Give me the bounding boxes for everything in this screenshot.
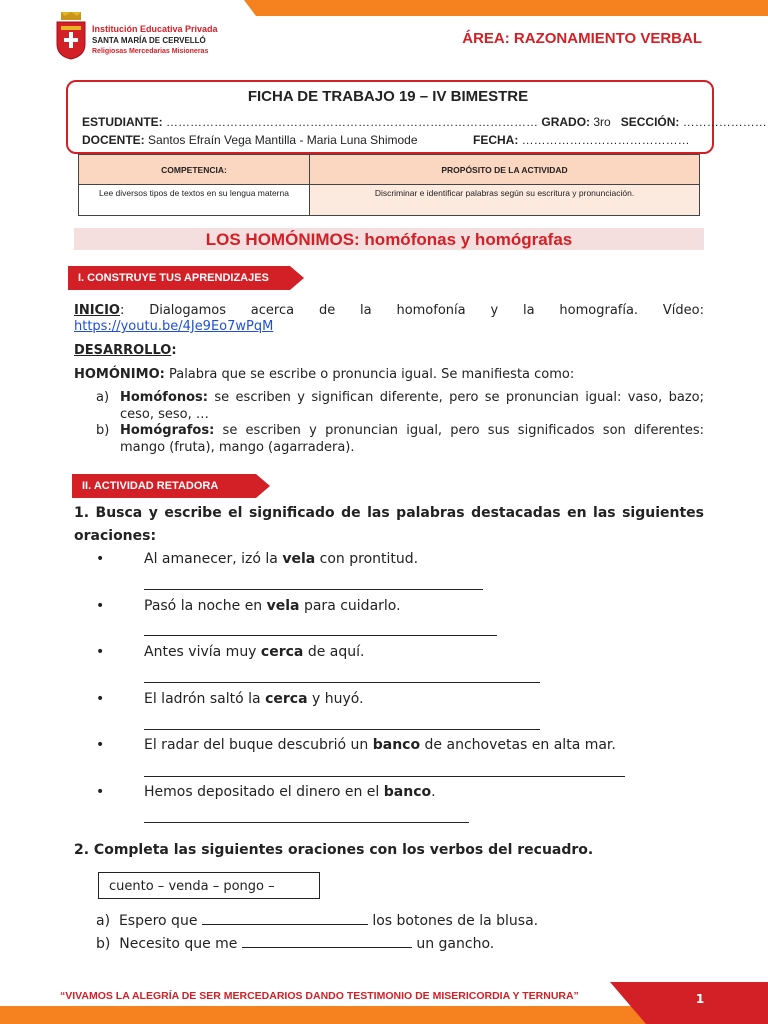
fecha-line [473,133,690,147]
verb-box: cuento – venda – pongo – [98,872,320,899]
section2-ribbon [72,474,256,498]
top-orange-bar [256,0,768,16]
answer-blank-5[interactable] [144,776,625,777]
question-1-line2: oraciones: [74,528,157,544]
estudiante-field[interactable]: ………………………………………………………………………………… [166,115,539,129]
fill-marker: a) [96,913,111,929]
fill-blank-b[interactable] [242,947,412,948]
fecha-label: FECHA: [473,133,519,147]
desarrollo-line: DESARROLLO: [74,343,177,358]
main-title: LOS HOMÓNIMOS: homófonas y homógrafas [74,228,704,250]
header-proposito: PROPÓSITO DE LA ACTIVIDAD [310,155,700,185]
inicio-label: INICIO [74,303,120,318]
page-number-shape [610,982,768,1024]
homonimo-label: HOMÓNIMO: [74,367,165,382]
ficha-title: FICHA DE TRABAJO 19 – IV BIMESTRE [247,88,529,105]
grado-value: 3ro [593,115,611,129]
inicio-text: : Dialogamos acerca de la homofonía y la homografía. Vídeo: [119,303,704,318]
sentence-1: Al amanecer, izó la vela con prontitud. [144,551,419,567]
sentence-2: Pasó la noche en vela para cuidarlo. [144,598,401,614]
page-number: 1 [695,992,705,1006]
institution-line2: SANTA MARÍA DE CERVELLÓ [92,36,206,45]
homofonos-line2: ceso, seso, … [120,407,209,422]
docente-label: DOCENTE: [82,133,145,147]
desarrollo-label: DESARROLLO [74,343,172,358]
sentence-bullet: • [96,691,105,707]
crest-icon [55,12,87,60]
docente-line [82,133,418,147]
answer-blank-6[interactable] [144,822,469,823]
fill-before: Espero que [118,913,198,929]
section1-ribbon-label: I. CONSTRUYE TUS APRENDIZAJES [78,272,269,284]
seccion-label: SECCIÓN: [620,115,680,129]
homografos-line1: se escriben y pronuncian igual, pero sus significados son diferentes: [222,423,704,438]
docente-value: Santos Efraín Vega Mantilla - Maria Luna Shimode [148,133,418,147]
fill-blank-a[interactable] [202,924,368,925]
fill-after: un gancho. [416,936,495,952]
answer-blank-3[interactable] [144,682,540,683]
answer-blank-1[interactable] [144,589,483,590]
sentence-6: Hemos depositado el dinero en el banco. [144,784,436,800]
sentence-bullet: • [96,598,105,614]
institution-line3: Religiosas Mercedarias Misioneras [92,48,209,55]
sentence-bullet: • [96,551,105,567]
question-2: 2. Completa las siguientes oraciones con los verbos del recuadro. [74,842,594,858]
cell-competencia: Lee diversos tipos de textos en su lengua materna [79,185,310,216]
list-item [96,422,704,456]
inicio-paragraph [74,302,704,319]
section2-ribbon-label: II. ACTIVIDAD RETADORA [82,480,219,492]
cell-proposito: Discriminar e identificar palabras según su escritura y pronunciación. [310,185,700,216]
seccion-field[interactable]: ………………… [682,115,767,129]
grado-label: GRADO: [541,115,591,129]
answer-blank-2[interactable] [144,635,497,636]
institution-name [92,24,218,57]
sentence-bullet: • [96,737,105,753]
list-marker: b) [96,423,110,438]
sentence-3: Antes vivía muy cerca de aquí. [144,644,365,660]
institution-line1: Institución Educativa Privada [92,24,218,34]
fill-after: los botones de la blusa. [372,913,539,929]
estudiante-label: ESTUDIANTE: [82,115,163,129]
header-competencia: COMPETENCIA: [79,155,310,185]
footer-motto: “VIVAMOS LA ALEGRÍA DE SER MERCEDARIOS DANDO TESTIMONIO DE MISERICORDIA Y TERNURA” [60,990,579,1002]
sentence-4: El ladrón saltó la cerca y huyó. [144,691,364,707]
video-link[interactable]: https://youtu.be/4Je9Eo7wPqM [74,319,274,334]
sentence-bullet: • [96,784,105,800]
sentence-5: El radar del buque descubrió un banco de anchovetas en alta mar. [144,737,616,753]
video-line [74,318,273,335]
fill-marker: b) [96,936,111,952]
student-line [82,115,767,129]
homografos-line2: mango (fruta), mango (agarradera). [120,440,355,455]
question-1-line1: 1. Busca y escribe el significado de las palabras destacadas en las siguientes [74,505,704,521]
homonimo-text: Palabra que se escribe o pronuncia igual. Se manifiesta como: [168,367,575,382]
fill-item-b [96,936,494,953]
table-row [79,185,700,216]
fill-before: Necesito que me [119,936,238,952]
term-homofonos: Homófonos: [120,390,208,405]
answer-blank-4[interactable] [144,729,540,730]
section1-ribbon [68,266,290,290]
homonimo-line [74,366,574,383]
sentence-bullet: • [96,644,105,660]
table-header-row [79,155,700,185]
list-marker: a) [96,390,110,405]
fecha-field[interactable]: …………………………………… [521,133,690,147]
fill-item-a [96,913,538,930]
area-title: ÁREA: RAZONAMIENTO VERBAL [462,30,702,47]
term-homografos: Homógrafos: [120,423,215,438]
homofonos-line1: se escriben y significan diferente, pero se pronuncian igual: vaso, bazo; [214,390,704,405]
list-item [96,389,704,423]
competencia-table [78,154,700,216]
